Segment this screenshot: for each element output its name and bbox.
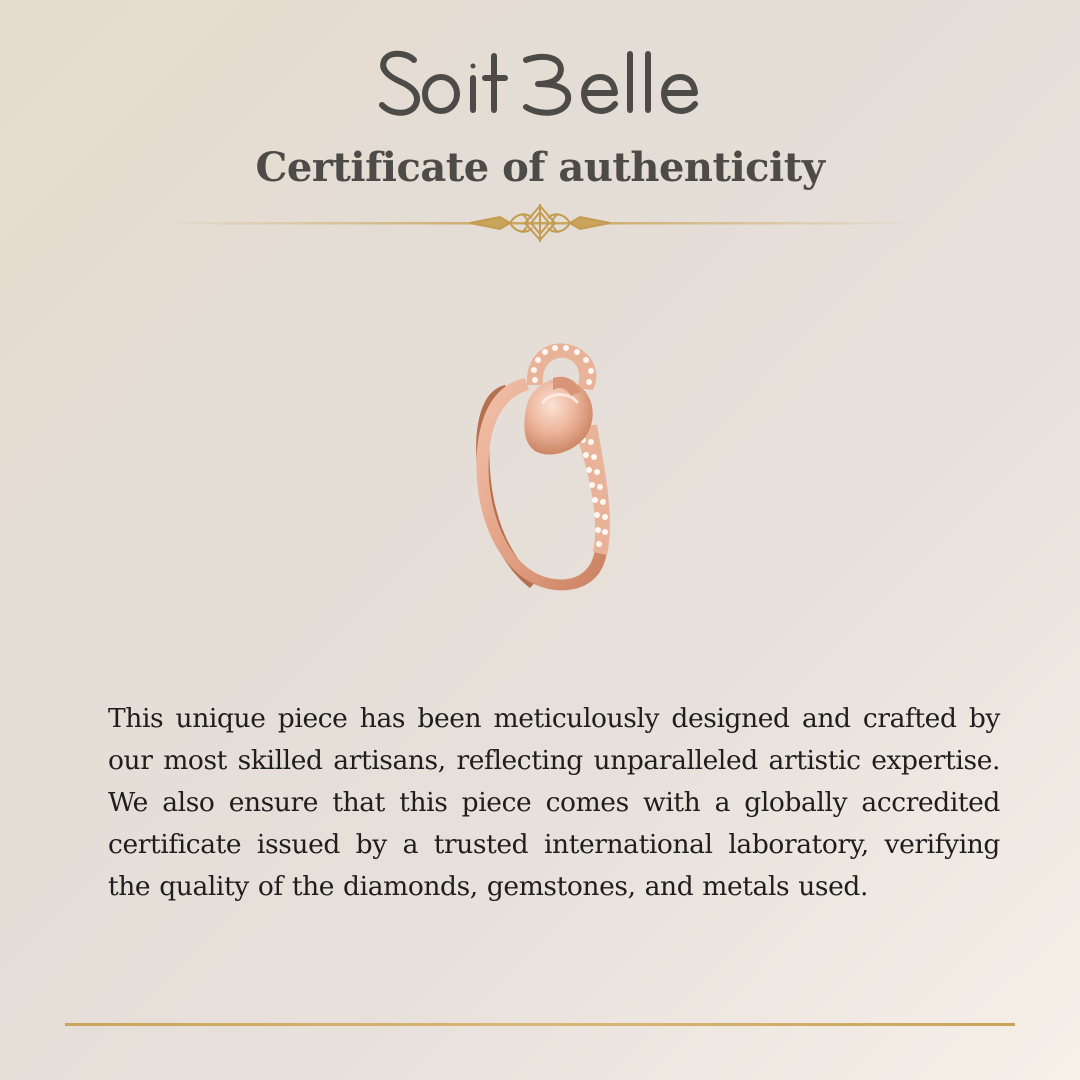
diamond-knot-ring-icon — [455, 330, 655, 605]
ornamental-divider — [160, 200, 920, 248]
page-title: Certificate of authenticity — [255, 144, 825, 191]
brand-logo — [0, 38, 1080, 128]
bottom-divider — [65, 1023, 1015, 1026]
description-text: This unique piece has been meticulously designed and crafted by our most skilled artisans, reflecting unparalleled artistic expertise. We also ensure that this piece comes with a globally accredited certificate issued by a trusted international laboratory, verifying the quality of the diamonds, gemstones, and metals used. — [108, 703, 1000, 902]
